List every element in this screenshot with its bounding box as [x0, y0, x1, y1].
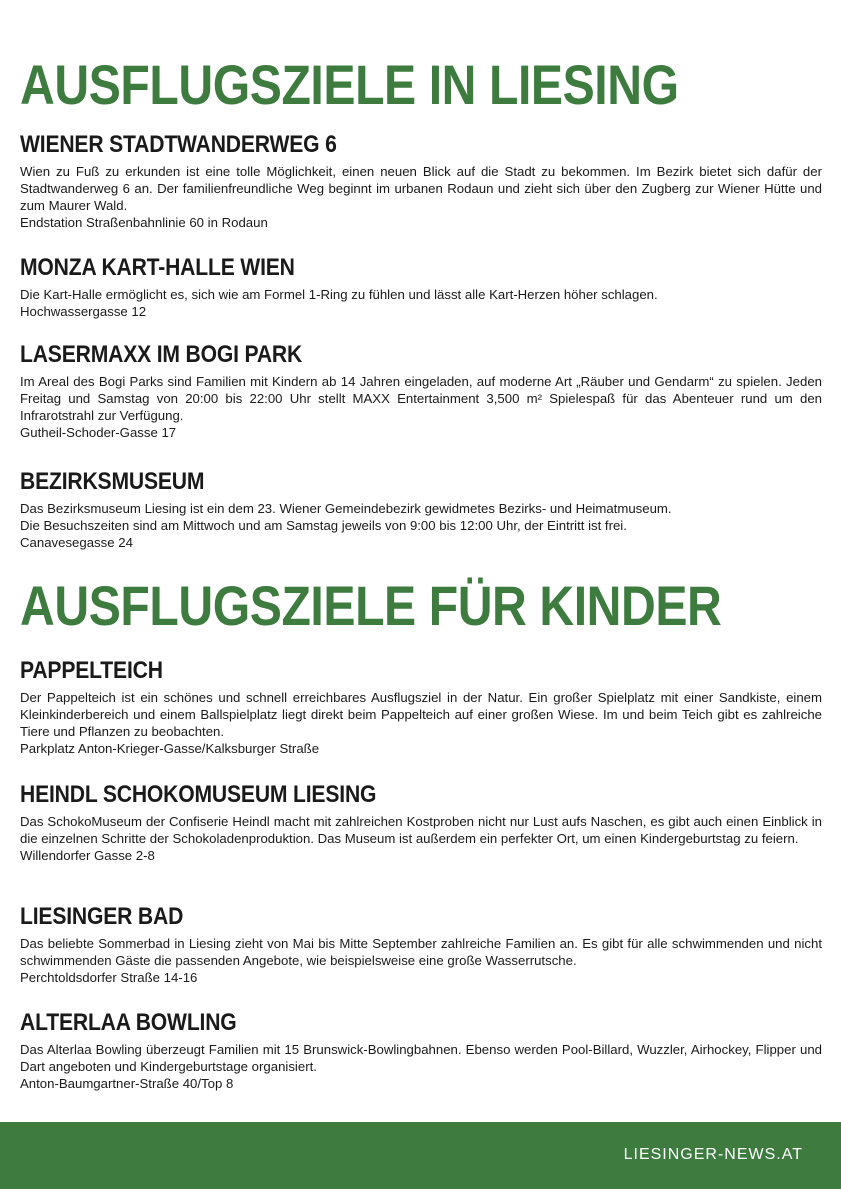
section-text-hours: Die Besuchszeiten sind am Mittwoch und am Samstag jeweils von 9:00 bis 12:00 Uhr, der Eintritt ist frei.: [20, 518, 627, 533]
section-alterlaa-bowling: [20, 1009, 822, 1092]
section-address: Perchtoldsdorfer Straße 14-16: [20, 970, 198, 985]
footer-bar: [0, 1122, 841, 1189]
section-schokomuseum: [20, 781, 822, 864]
section-title: MONZA KART-HALLE WIEN: [20, 254, 295, 281]
section-stadtwanderweg: [20, 131, 822, 231]
section-title: LASERMAXX IM BOGI PARK: [20, 341, 303, 368]
section-bezirksmuseum: [20, 468, 822, 551]
section-address: Canavesegasse 24: [20, 535, 133, 550]
section-title: ALTERLAA BOWLING: [20, 1009, 237, 1036]
section-text: Das beliebte Sommerbad in Liesing zieht von Mai bis Mitte September zahlreiche Familien an. Es gibt für alle schwimmenden und nicht schwimmenden Gäste die passenden Angebote, wie beispielsweise eine große Wasserrutsche.: [20, 936, 822, 968]
section-address: Endstation Straßenbahnlinie 60 in Rodaun: [20, 215, 268, 230]
section-text: Im Areal des Bogi Parks sind Familien mit Kindern ab 14 Jahren eingeladen, auf moderne Art „Räuber und Gendarm“ zu spielen. Jeden Freitag und Samstag von 20:00 bis 22:00 Uhr stellt MAXX Entertainment 3,500 m² Spielespaß für das Abenteuer rund um den Infrarotstrahl zur Verfügung.: [20, 374, 822, 423]
section-text: Das Alterlaa Bowling überzeugt Familien mit 15 Brunswick-Bowlingbahnen. Ebenso werden Pool-Billard, Wuzzler, Airhockey, Flipper und Dart angeboten und Kindergeburtstage organisiert.: [20, 1042, 822, 1074]
section-address: Anton-Baumgartner-Straße 40/Top 8: [20, 1076, 234, 1091]
section-title: WIENER STADTWANDERWEG 6: [20, 131, 337, 158]
section-lasermaxx: [20, 341, 822, 441]
footer-website: LIESINGER-NEWS.AT: [623, 1146, 803, 1163]
section-text: Der Pappelteich ist ein schönes und schnell erreichbares Ausflugsziel in der Natur. Ein großer Spielplatz mit einer Sandkiste, einem Kleinkinderbereich und einem Ballspielplatz liegt direkt beim Pappelteich auf einer großen Wiese. Im und beim Teich gibt es zahlreiche Tiere und Pflanzen zu beobachten.: [20, 690, 822, 739]
section-title: LIESINGER BAD: [20, 903, 184, 930]
section-pappelteich: [20, 657, 822, 757]
section-address: Hochwassergasse 12: [20, 304, 147, 319]
heading-ausflugsziele-kinder: AUSFLUGSZIELE FÜR KINDER: [20, 574, 722, 637]
section-text: Das Bezirksmuseum Liesing ist ein dem 23. Wiener Gemeindebezirk gewidmetes Bezirks- und Heimatmuseum.: [20, 501, 672, 516]
section-address: Gutheil-Schoder-Gasse 17: [20, 425, 177, 440]
section-address: Parkplatz Anton-Krieger-Gasse/Kalksburger Straße: [20, 741, 320, 756]
section-text: Das SchokoMuseum der Confiserie Heindl macht mit zahlreichen Kostproben nicht nur Lust aufs Naschen, es gibt auch einen Einblick in die einzelnen Schritte der Schokoladenproduktion. Das Museum ist außerdem ein perfekter Ort, um einen Kindergeburtstag zu feiern.: [20, 814, 822, 846]
section-title: PAPPELTEICH: [20, 657, 163, 684]
section-title: BEZIRKSMUSEUM: [20, 468, 205, 495]
section-kart-halle: [20, 254, 822, 320]
section-liesinger-bad: [20, 903, 822, 986]
section-text: Wien zu Fuß zu erkunden ist eine tolle Möglichkeit, einen neuen Blick auf die Stadt zu bekommen. Im Bezirk bietet sich dafür der Stadtwanderweg 6 an. Der familienfreundliche Weg beginnt im urbanen Rodaun und zieht sich über den Zugberg zur Wiener Hütte und zum Maurer Wald.: [20, 164, 822, 213]
section-title: HEINDL SCHOKOMUSEUM LIESING: [20, 781, 377, 808]
section-text: Die Kart-Halle ermöglicht es, sich wie am Formel 1-Ring zu fühlen und lässt alle Kart-Herzen höher schlagen.: [20, 287, 658, 302]
heading-ausflugsziele-liesing: AUSFLUGSZIELE IN LIESING: [20, 53, 679, 116]
section-address: Willendorfer Gasse 2-8: [20, 848, 155, 863]
